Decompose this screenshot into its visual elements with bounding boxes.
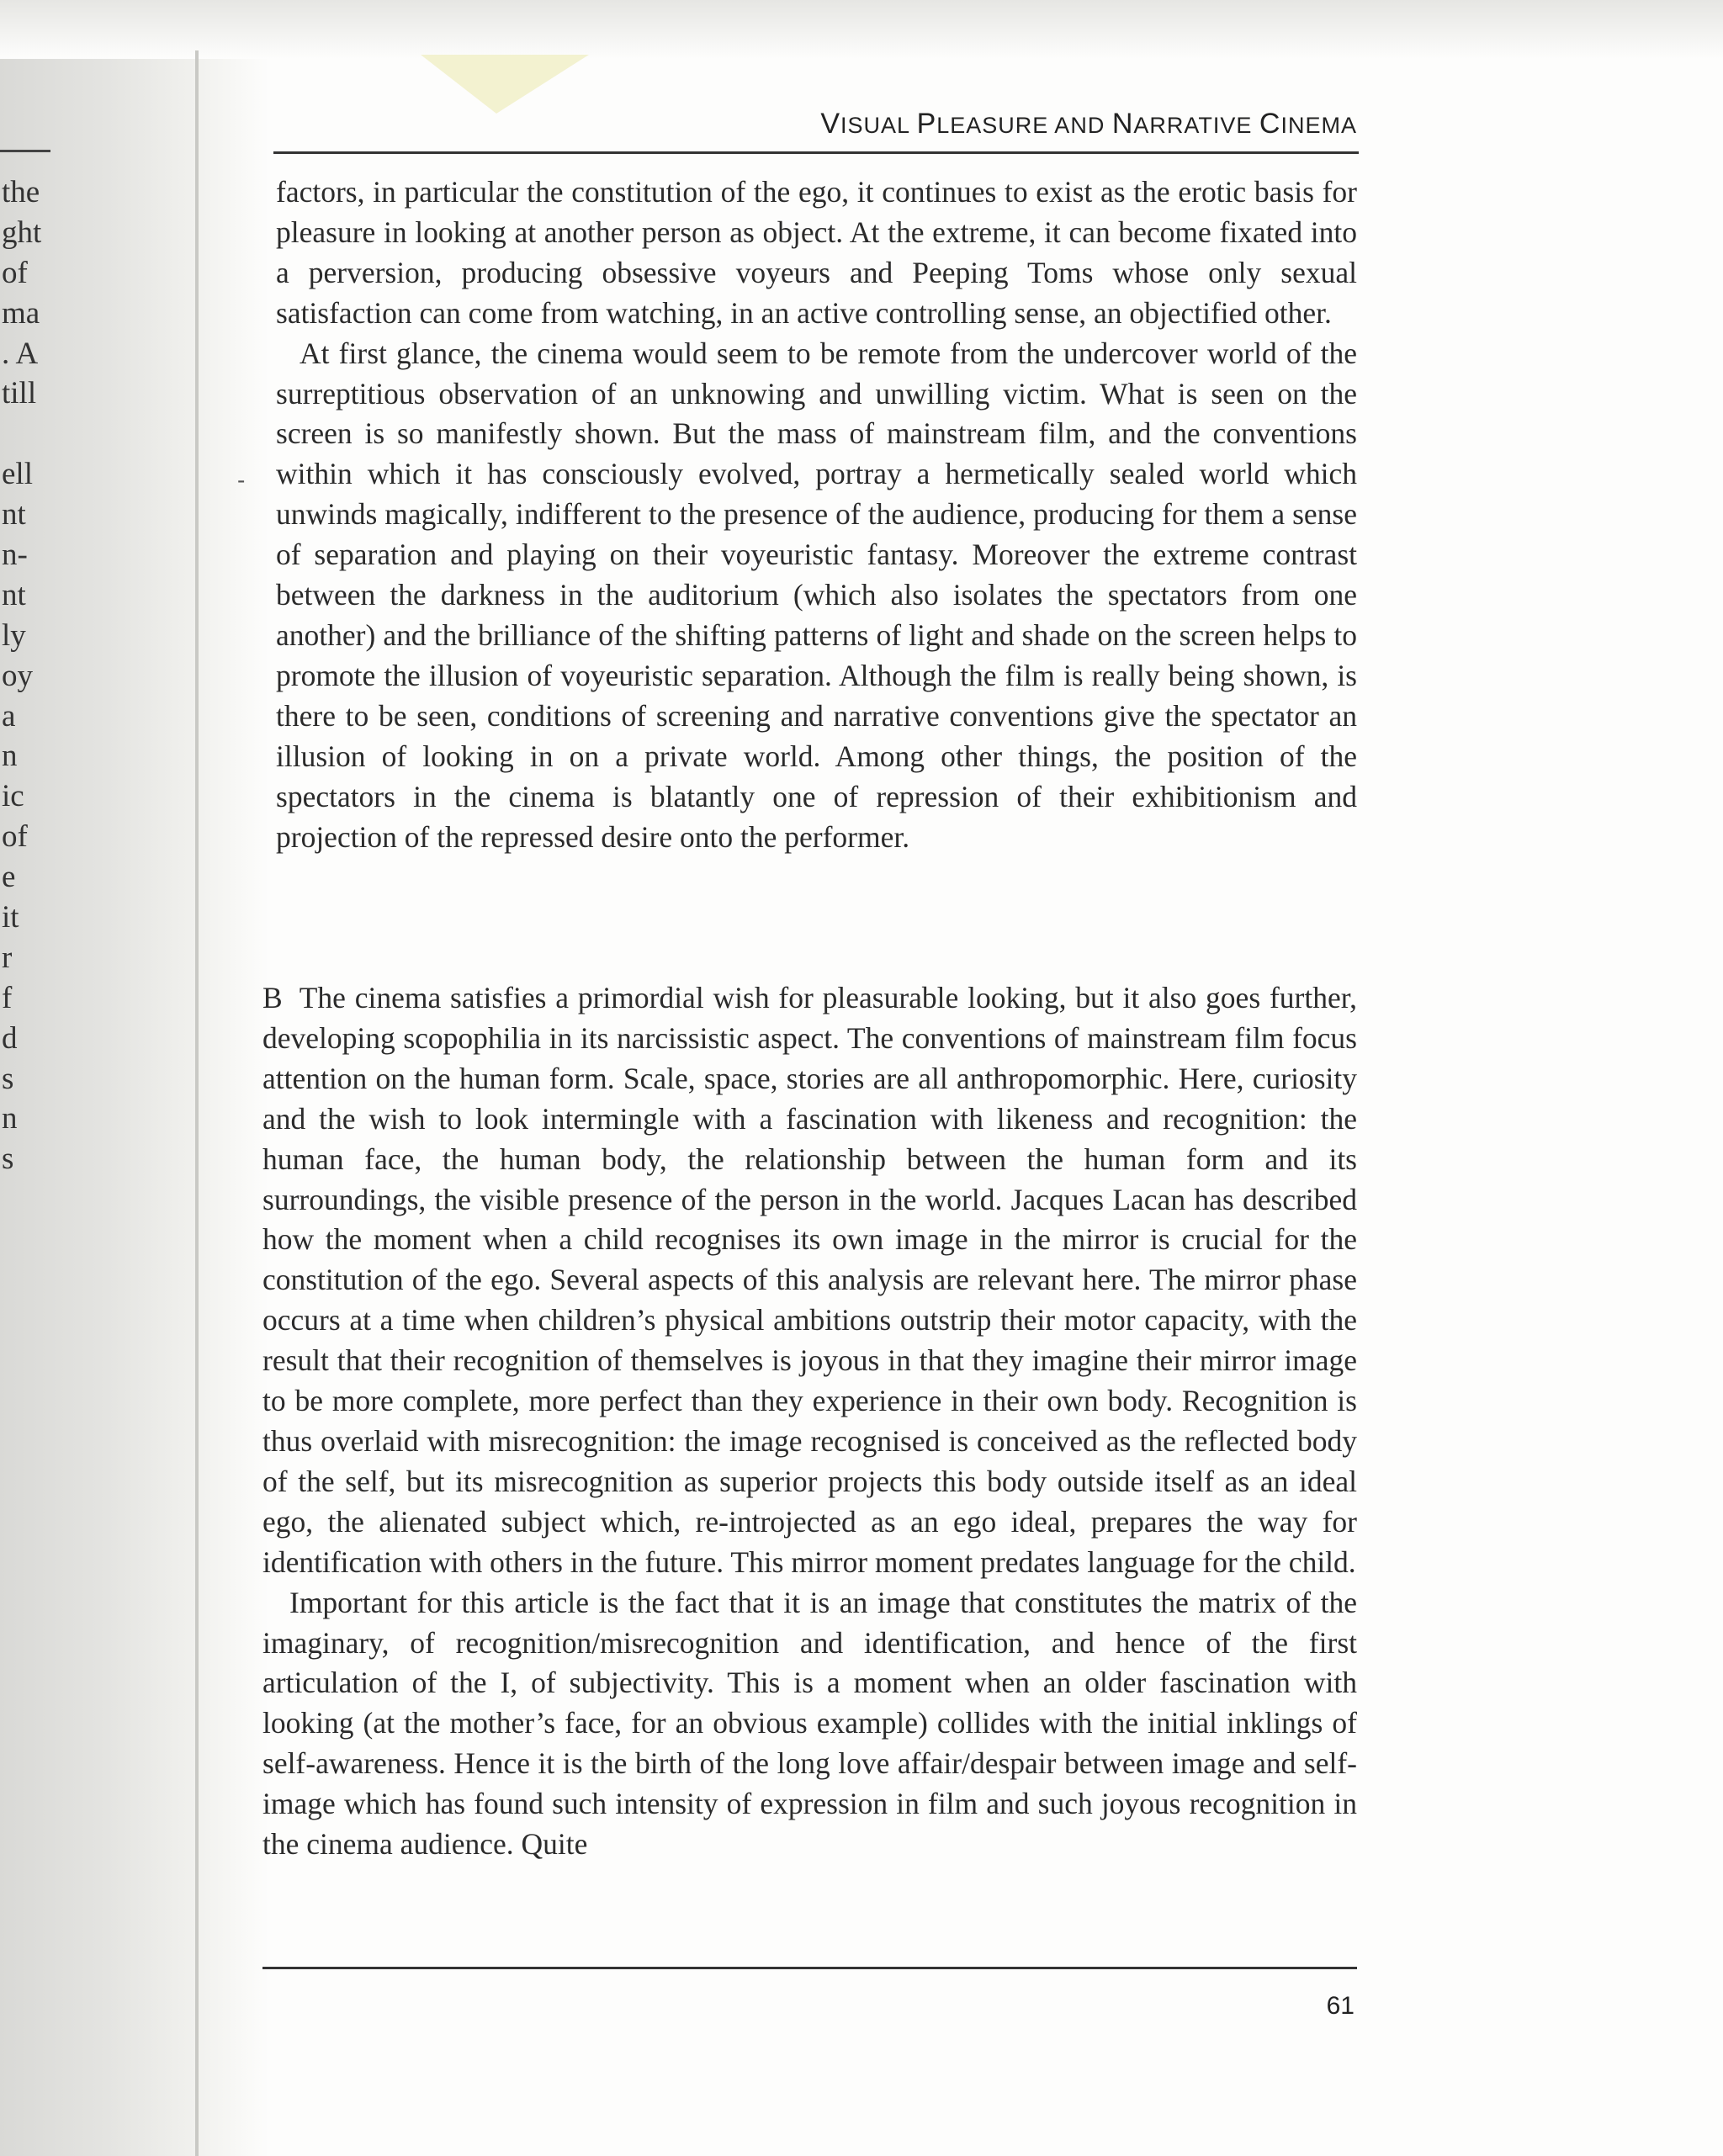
left-fragment: n bbox=[2, 739, 18, 774]
section-b-text: The cinema satisfies a primordial wish for pleasurable looking, but it also goes further, developing scopophilia in its narcissistic aspect. The conventions of mainstream film focus attention on the human form. Scale, space, stories are all anthropomorphic. Here, curiosity and the wish to look intermingle with a fascination with likeness and recognition: the human face, the human body, the relationship between the human form and its surroundings, the visible presence of the person in the world. Jacques Lacan has described how the moment when a child recognises its own image in the mirror is crucial for the constitution of the ego. Several aspects of this analysis are relevant here. The mirror phase occurs at a time when children’s physical ambitions outstrip their motor capacity, with the result that their recognition of themselves is joyous in that they imagine their mirror image to be more complete, more perfect than they experience in their own body. Recognition is thus overlaid with misrecognition: the image recognised is conceived as the reflected body of the self, but its misrecognition as superior projects this body outside itself as an ideal ego, the alienated subject which, re-introjected as an ego ideal, prepares the way for identification with others in the future. This mirror moment predates language for the child. bbox=[262, 981, 1357, 1579]
left-fragment: ght bbox=[2, 215, 42, 250]
left-fragment: of bbox=[2, 255, 28, 290]
header-cap: P bbox=[916, 108, 937, 140]
left-fragment: ma bbox=[2, 295, 40, 331]
header-rule bbox=[273, 151, 1359, 154]
left-fragment: ly bbox=[2, 617, 26, 653]
left-fragment: it bbox=[2, 900, 19, 935]
page-number: 61 bbox=[1326, 1992, 1355, 2020]
paragraph: Important for this article is the fact that it is an image that constitutes the matrix of the imaginary, of recognition/misrecognition and identification, and hence of the first articulation of the I, of subjectivity. This is a moment when an older fascination with looking (at the mother’s face, for an obvious example) collides with the initial inklings of self-awareness. Hence it is the birth of the long love affair/despair between image and self-image which has found such intensity of expression in film and such joyous recognition in the cinema audience. Quite bbox=[262, 1585, 1357, 1862]
left-fragment: f bbox=[2, 980, 13, 1015]
margin-mark: - bbox=[237, 467, 246, 493]
left-fragment: e bbox=[2, 860, 16, 895]
left-fragment: ic bbox=[2, 779, 24, 814]
header-cap: N bbox=[1111, 108, 1134, 140]
paper-tab-flag bbox=[421, 46, 589, 114]
left-fragment bbox=[2, 414, 61, 454]
left-fragment: s bbox=[2, 1061, 14, 1096]
left-fragment: n bbox=[2, 1101, 18, 1136]
body-text-top bbox=[276, 172, 1357, 857]
left-fragment: d bbox=[2, 1020, 18, 1056]
top-edge-shadow bbox=[0, 0, 1723, 59]
left-fragment: . A bbox=[2, 336, 39, 371]
left-fragment: the bbox=[2, 175, 40, 209]
left-fragment: oy bbox=[2, 658, 33, 693]
left-page-rule bbox=[0, 150, 50, 152]
left-fragment: s bbox=[2, 1142, 14, 1177]
body-text-section-b bbox=[262, 978, 1357, 1865]
footer-rule bbox=[262, 1967, 1357, 1969]
left-fragment: a bbox=[2, 698, 16, 734]
running-header bbox=[820, 108, 1357, 140]
header-text: LEASURE AND bbox=[936, 113, 1112, 138]
left-fragment: r bbox=[2, 940, 13, 975]
left-fragment: ell bbox=[2, 457, 33, 492]
left-fragment: n- bbox=[2, 538, 28, 573]
header-text: INEMA bbox=[1280, 113, 1357, 138]
section-letter: B bbox=[262, 981, 283, 1014]
header-text: ARRATIVE bbox=[1133, 113, 1259, 138]
left-fragment: nt bbox=[2, 577, 26, 612]
left-page-text-fragments bbox=[2, 172, 61, 1179]
section-b-paragraph bbox=[262, 978, 1357, 1583]
header-cap: C bbox=[1259, 108, 1281, 140]
left-fragment: of bbox=[2, 819, 28, 855]
book-spine bbox=[195, 50, 199, 2156]
left-fragment: nt bbox=[2, 497, 26, 532]
paragraph: At first glance, the cinema would seem to be remote from the undercover world of the surreptitious observation of an unknowing and unwilling victim. What is seen on the screen is so manifestly shown. But the mass of mainstream film, and the conventions within which it has consciously evolved, portray a hermetically sealed world which unwinds magically, indifferent to the presence of the audience, producing for them a sense of separation and playing on their voyeuristic fantasy. Moreover the extreme contrast between the darkness in the auditorium (which also isolates the spectators from one another) and the brilliance of the shifting patterns of light and shade on the screen helps to promote the illusion of voyeuristic separation. Although the film is really being shown, is there to be seen, conditions of screening and narrative conventions give the spectator an illusion of looking in on a private world. Among other things, the position of the spectators in the cinema is blatantly one of repression of their exhibitionism and projection of the repressed desire onto the performer. bbox=[276, 336, 1357, 854]
left-fragment: till bbox=[2, 376, 37, 411]
paragraph-continued: factors, in particular the constitution of the ego, it continues to exist as the erotic basis for pleasure in looking at another person as object. At the extreme, it can become fixated into a perversion, producing obsessive voyeurs and Peeping Toms whose only sexual satisfaction can come from watching, in an active controlling sense, an objectified other. bbox=[276, 175, 1357, 330]
header-text: ISUAL bbox=[840, 113, 917, 138]
header-cap: V bbox=[820, 108, 841, 140]
